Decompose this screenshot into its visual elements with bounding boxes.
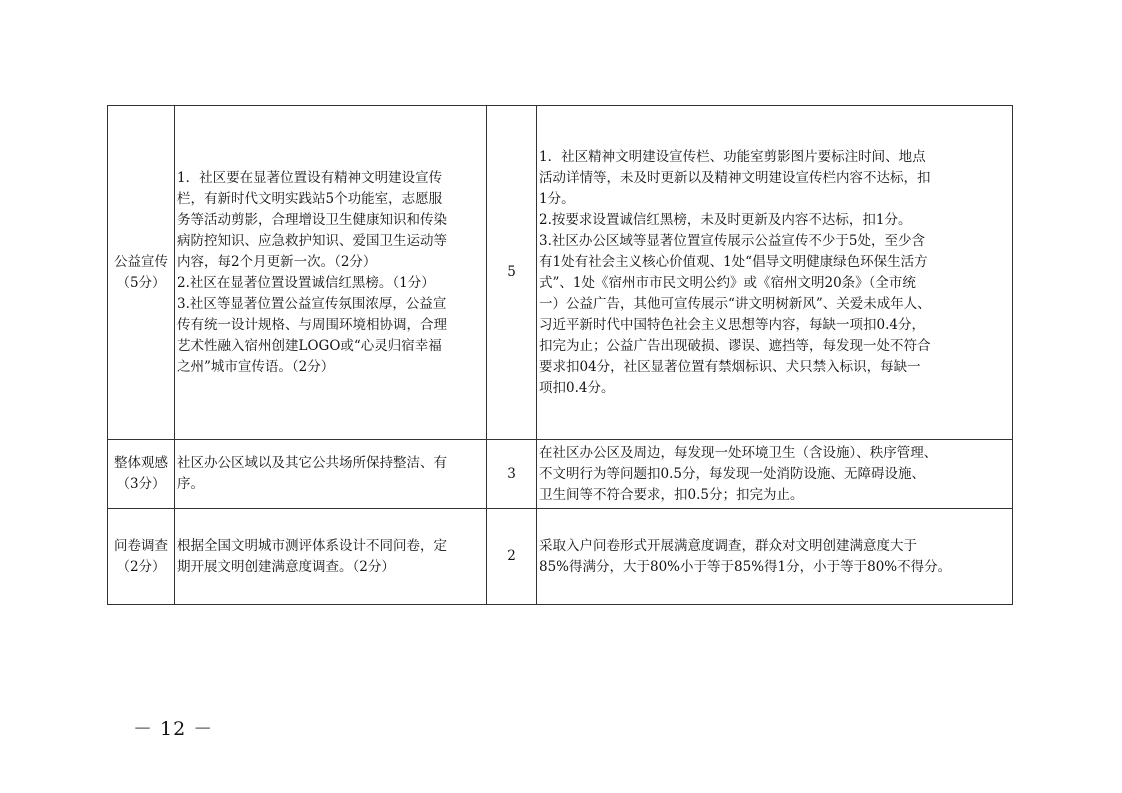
item-points: （2分） <box>116 558 166 575</box>
criteria-line: 3.社区办公区域等显著位置宣传展示公益宣传不少于5处，至少含 <box>539 232 925 249</box>
item-name: 整体观感 <box>114 455 168 471</box>
requirement-line: 根据全国文明城市测评体系设计不同问卷，定 <box>177 537 447 554</box>
requirement-line: 内容，每2个月更新一次。（2分） <box>177 253 377 270</box>
score-cell: 5 <box>487 106 537 440</box>
score-cell: 3 <box>487 440 537 509</box>
criteria-line: 2.按要求设置诚信红黑榜，未及时更新及内容不达标，扣1分。 <box>539 211 912 228</box>
requirement-line: 病防控知识、应急救护知识、爱国卫生运动等 <box>177 232 447 249</box>
requirement-cell <box>175 440 487 509</box>
evaluation-table <box>107 105 1013 605</box>
criteria-line: 1．社区精神文明建设宣传栏、功能室剪影图片要标注时间、地点 <box>539 148 926 165</box>
criteria-line: 在社区办公区及周边，每发现一处环境卫生（含设施）、秩序管理、 <box>539 444 938 461</box>
page-number: － 12 － <box>133 718 214 740</box>
requirement-line: 社区办公区域以及其它公共场所保持整洁、有 <box>177 455 447 471</box>
score-cell: 2 <box>487 509 537 605</box>
criteria-line: 不文明行为等问题扣0.5分，每发现一处消防设施、无障碍设施、 <box>539 465 925 482</box>
criteria-line: 采取入户问卷形式开展满意度调查，群众对文明创建满意度大于 <box>539 537 917 554</box>
criteria-line: 1分。 <box>539 190 575 207</box>
item-cell <box>108 106 175 440</box>
criteria-line: 要求扣04分，社区显著位置有禁烟标识、犬只禁入标识，每缺一 <box>539 358 921 375</box>
criteria-line: 活动详情等，未及时更新以及精神文明建设宣传栏内容不达标，扣 <box>539 169 931 186</box>
evaluation-table-body <box>108 106 1013 605</box>
item-name: 问卷调查 <box>114 537 168 554</box>
criteria-cell <box>537 440 1013 509</box>
requirement-line: 2.社区在显著位置设置诚信红黑榜。（1分） <box>177 274 435 291</box>
criteria-line: 习近平新时代中国特色社会主义思想等内容，每缺一项扣0.4分， <box>539 316 925 333</box>
requirement-line: 传有统一设计规格、与周围环境相协调，合理 <box>177 316 447 333</box>
item-points: （3分） <box>116 476 166 492</box>
requirement-cell <box>175 509 487 605</box>
requirement-line: 1．社区要在显著位置设有精神文明建设宣传 <box>177 169 443 186</box>
table-row <box>108 509 1013 605</box>
criteria-line: 一）公益广告，其他可宣传展示“讲文明树新风”、关爱未成年人、 <box>539 295 931 312</box>
criteria-line: 扣完为止；公益广告出现破损、谬误、遮挡等，每发现一处不符合 <box>539 337 931 354</box>
table-row <box>108 106 1013 440</box>
requirement-line: 3.社区等显著位置公益宣传氛围浓厚，公益宣 <box>177 295 447 312</box>
criteria-cell <box>537 509 1013 605</box>
item-cell <box>108 509 175 605</box>
criteria-line: 项扣0.4分。 <box>539 379 615 396</box>
criteria-line: 85%得满分，大于80%小于等于85%得1分，小于等于80%不得分。 <box>539 558 952 575</box>
item-name: 公益宣传 <box>114 253 168 270</box>
criteria-line: 有1处有社会主义核心价值观、1处“倡导文明健康绿色环保生活方 <box>539 253 928 270</box>
item-cell <box>108 440 175 509</box>
criteria-line: 卫生间等不符合要求，扣0.5分；扣完为止。 <box>539 486 804 503</box>
criteria-line: 式”、1处《宿州市市民文明公约》或《宿州文明20条》（全市统 <box>539 274 916 291</box>
requirement-line: 务等活动剪影，合理增设卫生健康知识和传染 <box>177 211 447 228</box>
item-points: （5分） <box>116 274 166 291</box>
criteria-cell <box>537 106 1013 440</box>
requirement-line: 艺术性融入宿州创建LOGO或“心灵归宿幸福 <box>177 337 442 354</box>
requirement-cell <box>175 106 487 440</box>
requirement-line: 期开展文明创建满意度调查。（2分） <box>177 558 395 575</box>
requirement-line: 序。 <box>177 476 204 492</box>
table-row <box>108 440 1013 509</box>
requirement-line: 之州”城市宣传语。（2分） <box>177 358 335 375</box>
requirement-line: 栏，有新时代文明实践站5个功能室，志愿服 <box>177 190 443 207</box>
